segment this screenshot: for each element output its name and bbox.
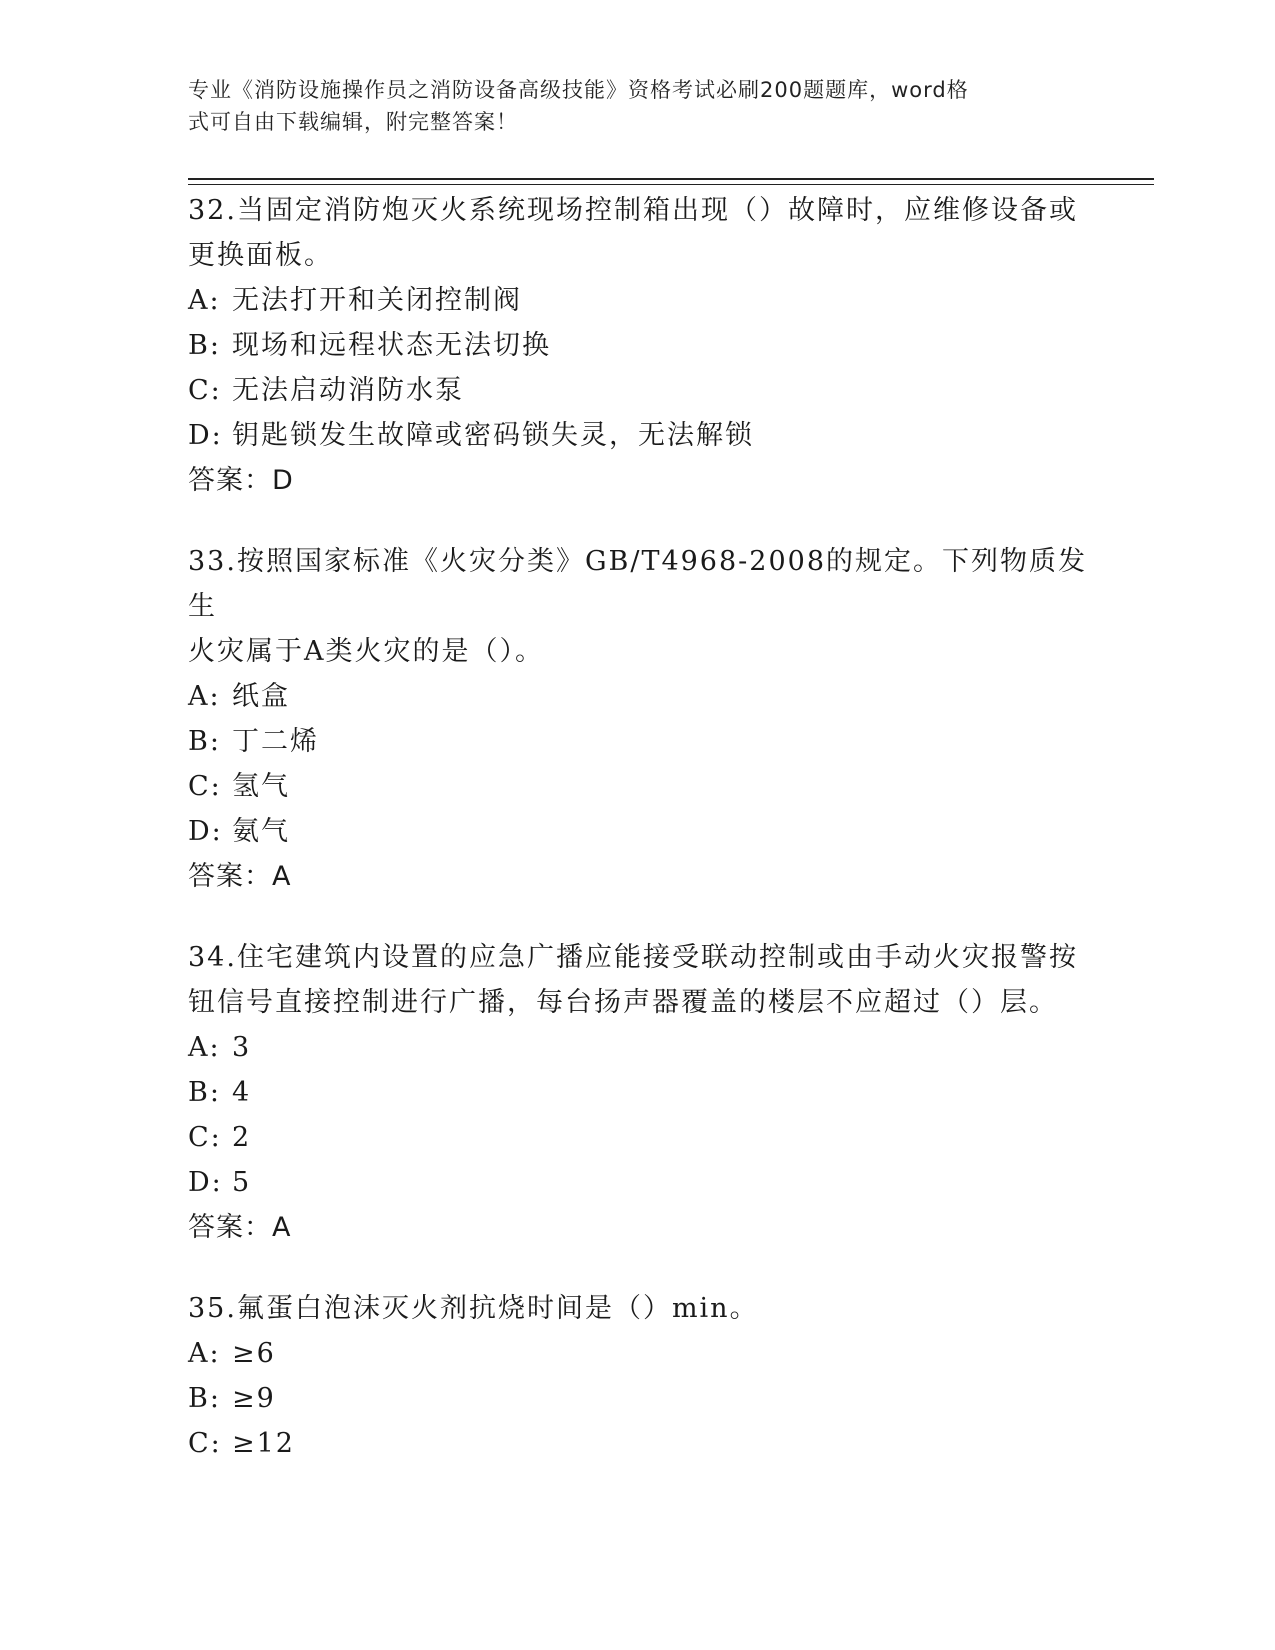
option-label: A: <box>188 1032 221 1063</box>
question-stem-line-2: 更换面板。 <box>188 240 333 271</box>
option-b <box>188 1376 1088 1421</box>
option-text: ≥6 <box>232 1338 276 1369</box>
option-text: 4 <box>232 1077 252 1108</box>
option-text: ≥9 <box>232 1383 276 1414</box>
question-stem-line-1: 35.氟蛋白泡沫灭火剂抗烧时间是（）min。 <box>188 1293 759 1324</box>
option-label: D: <box>188 420 223 451</box>
question-stem-line-1: 32.当固定消防炮灭火系统现场控制箱出现（）故障时，应维修设备或 <box>188 195 1078 226</box>
option-b <box>188 1070 1088 1115</box>
option-label: D: <box>188 816 223 847</box>
option-c <box>188 1421 1088 1466</box>
option-label: B: <box>188 330 221 361</box>
question-32 <box>188 188 1088 503</box>
header-divider-thin <box>188 184 1154 185</box>
option-label: C: <box>188 771 222 802</box>
option-label: C: <box>188 1122 222 1153</box>
option-b <box>188 323 1088 368</box>
answer-line: 答案：D <box>188 465 294 496</box>
option-c <box>188 1115 1088 1160</box>
answer-line: 答案：A <box>188 861 292 892</box>
question-stem <box>188 539 1088 674</box>
option-text: 无法打开和关闭控制阀 <box>232 285 522 316</box>
option-d <box>188 1160 1088 1205</box>
option-label: A: <box>188 681 221 712</box>
option-a <box>188 674 1088 719</box>
question-list <box>188 188 1088 1502</box>
header-line-2: 式可自由下载编辑，附完整答案！ <box>188 110 518 134</box>
question-stem-line-2: 钮信号直接控制进行广播，每台扬声器覆盖的楼层不应超过（）层。 <box>188 987 1058 1018</box>
question-35 <box>188 1286 1088 1466</box>
option-label: C: <box>188 1428 222 1459</box>
answer-line: 答案：A <box>188 1212 292 1243</box>
option-label: C: <box>188 375 222 406</box>
option-label: B: <box>188 726 221 757</box>
header-line-1: 专业《消防设施操作员之消防设备高级技能》资格考试必刷200题题库，word格 <box>188 78 969 102</box>
document-header <box>188 74 1088 138</box>
option-label: B: <box>188 1077 221 1108</box>
option-a <box>188 1025 1088 1070</box>
option-text: 氨气 <box>232 816 290 847</box>
question-stem <box>188 935 1088 1025</box>
option-d <box>188 413 1088 458</box>
option-c <box>188 368 1088 413</box>
option-text: 3 <box>232 1032 252 1063</box>
option-text: 钥匙锁发生故障或密码锁失灵，无法解锁 <box>232 420 754 451</box>
header-divider-thick <box>188 178 1154 180</box>
option-text: 丁二烯 <box>232 726 319 757</box>
question-stem-line-1: 33.按照国家标准《火灾分类》GB/T4968-2008的规定。下列物质发生 <box>188 546 1088 622</box>
option-a <box>188 1331 1088 1376</box>
option-text: 5 <box>232 1167 252 1198</box>
option-c <box>188 764 1088 809</box>
option-label: A: <box>188 285 221 316</box>
option-label: B: <box>188 1383 221 1414</box>
question-34 <box>188 935 1088 1250</box>
option-text: 纸盒 <box>232 681 290 712</box>
option-label: D: <box>188 1167 223 1198</box>
option-a <box>188 278 1088 323</box>
option-text: 氢气 <box>232 771 290 802</box>
question-33 <box>188 539 1088 899</box>
question-stem-line-2: 火灾属于A类火灾的是（）。 <box>188 636 544 667</box>
option-d <box>188 809 1088 854</box>
option-text: 2 <box>232 1122 252 1153</box>
question-stem-line-1: 34.住宅建筑内设置的应急广播应能接受联动控制或由手动火灾报警按 <box>188 942 1078 973</box>
option-b <box>188 719 1088 764</box>
question-stem <box>188 1286 1088 1331</box>
option-text: 无法启动消防水泵 <box>232 375 464 406</box>
option-text: 现场和远程状态无法切换 <box>232 330 551 361</box>
option-label: A: <box>188 1338 221 1369</box>
option-text: ≥12 <box>232 1428 295 1459</box>
question-stem <box>188 188 1088 278</box>
